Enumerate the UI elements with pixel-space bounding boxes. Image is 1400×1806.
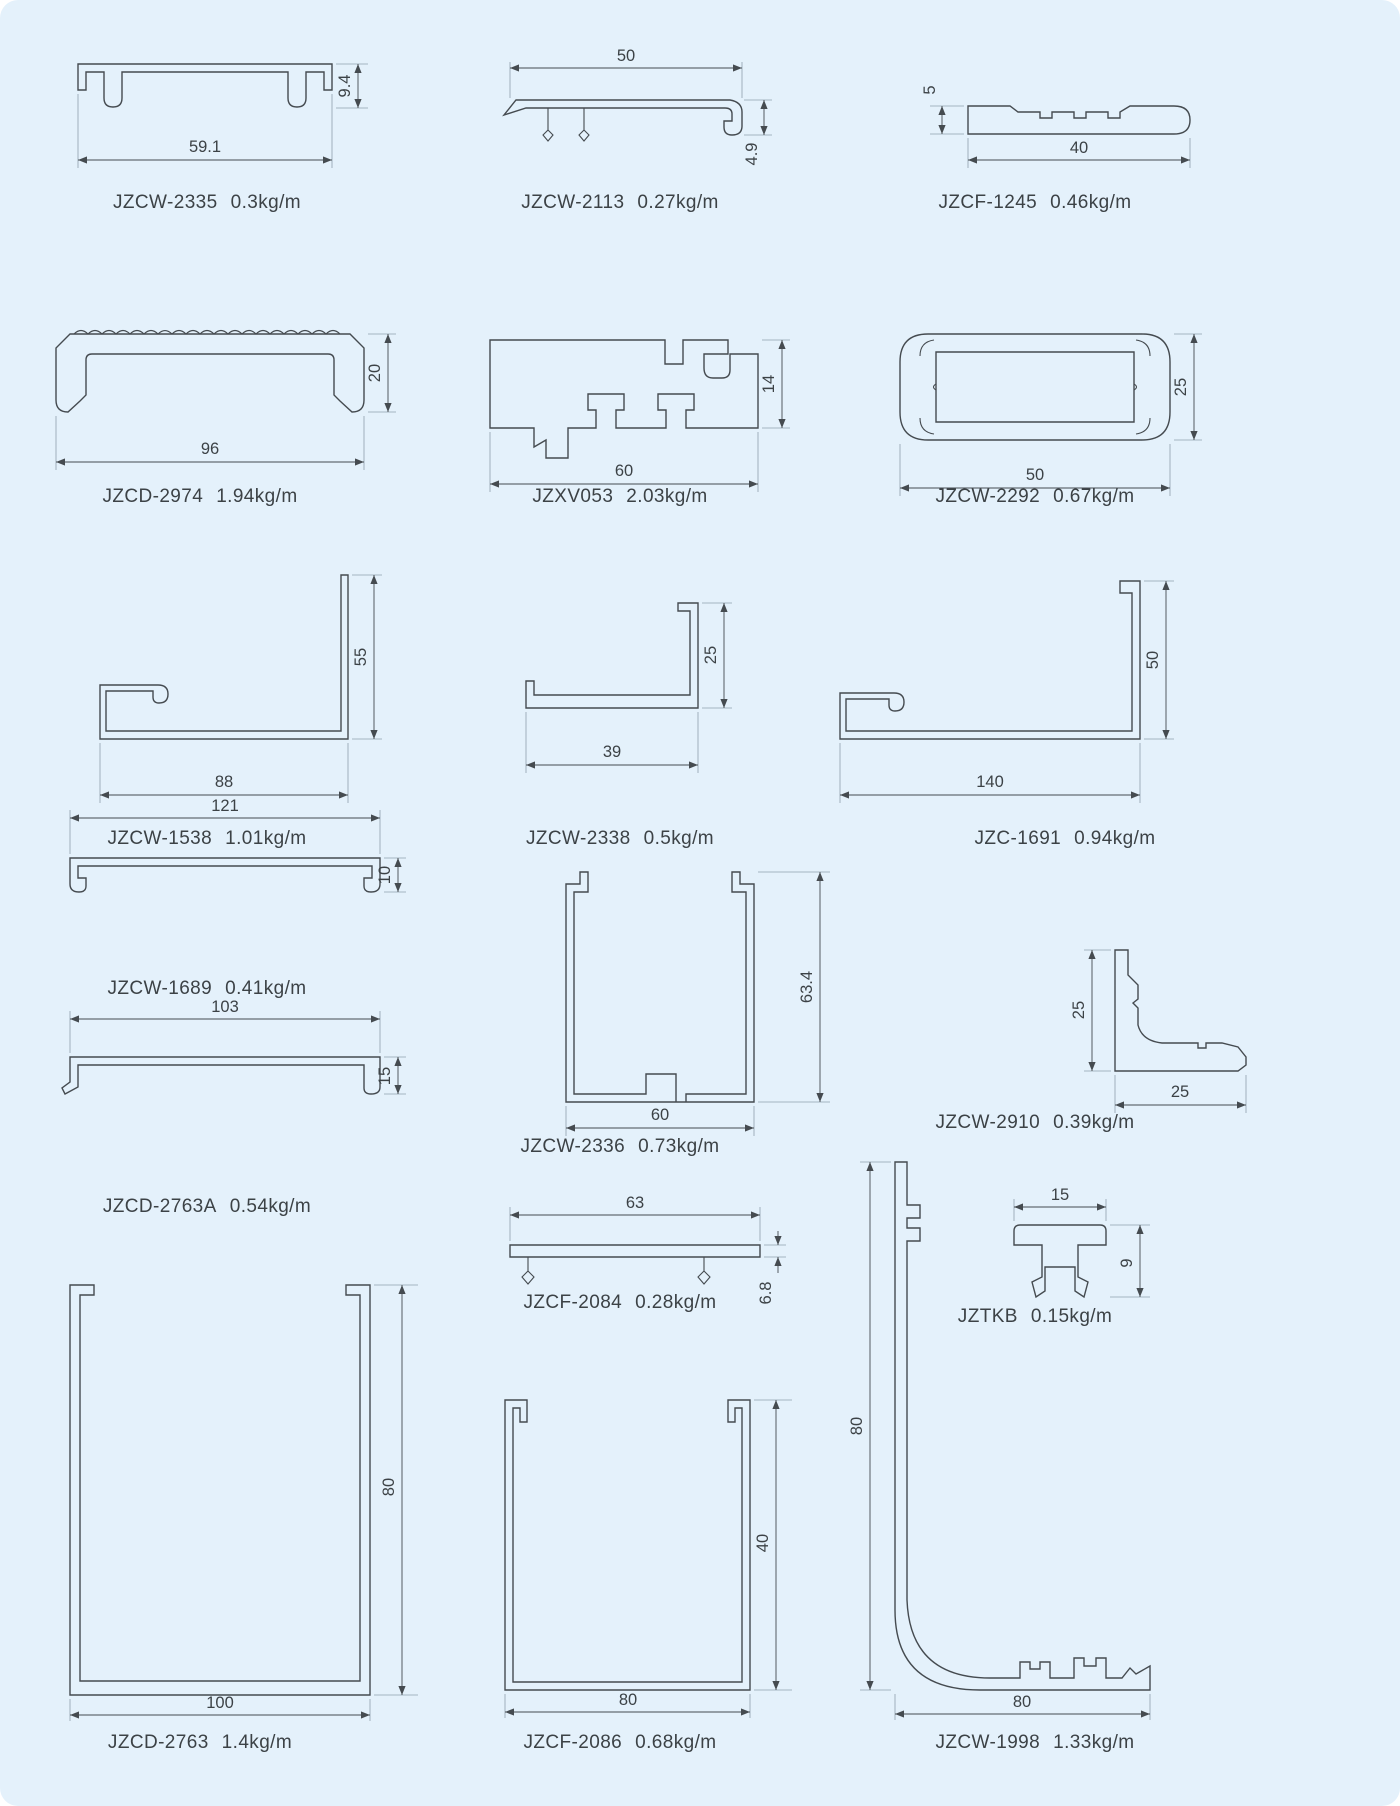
profile-code: JZCD-2763A [102, 1196, 217, 1217]
drawing-jzcw-2338 [500, 545, 760, 835]
dim-label: 15 [376, 1066, 394, 1086]
profile-code: JZCF-2084 [523, 1292, 623, 1313]
drawing-jzcf-2086 [480, 1360, 800, 1750]
dim-label: 40 [754, 1533, 772, 1553]
profile-code: JZCW-1689 [107, 978, 213, 999]
profile-weight: 0.3kg/m [230, 192, 302, 213]
drawing-jzcd-2763 [50, 1225, 430, 1730]
profile-caption [103, 1196, 311, 1218]
dim-label: 103 [211, 998, 239, 1016]
drawing-jzxv053 [470, 300, 800, 505]
profile-code: JZCW-2336 [520, 1136, 626, 1157]
dim-label: 63.4 [798, 970, 816, 1004]
profile-weight: 0.28kg/m [635, 1292, 717, 1313]
profile-code: JZCW-2910 [935, 1112, 1041, 1133]
drawing-jzcw-1689 [50, 780, 410, 965]
dim-label: 80 [618, 1691, 638, 1709]
profile-weight: 1.33kg/m [1053, 1732, 1135, 1753]
dim-label: 25 [702, 645, 720, 665]
dim-label: 50 [1025, 466, 1045, 484]
dim-label: 59.1 [188, 138, 222, 156]
dim-label: 14 [760, 374, 778, 394]
profile-weight: 1.94kg/m [216, 486, 298, 507]
profile-code: JZXV053 [532, 486, 614, 507]
dim-label: 100 [206, 1694, 234, 1712]
profile-weight: 0.73kg/m [638, 1136, 720, 1157]
profile-caption [532, 486, 707, 508]
dim-label: 50 [616, 47, 636, 65]
profile-weight: 0.67kg/m [1053, 486, 1135, 507]
dim-label: 80 [380, 1477, 398, 1497]
drawing-jzcf-1245 [890, 42, 1220, 182]
dim-label: 4.9 [743, 142, 761, 166]
drawing-jzcw-2910 [1000, 895, 1280, 1125]
drawing-jzcd-2974 [40, 300, 400, 505]
dim-label: 25 [1070, 1000, 1088, 1020]
profile-caption [524, 1732, 717, 1754]
profile-caption [936, 486, 1135, 508]
profile-caption [113, 192, 301, 214]
profile-code: JZCW-2338 [525, 828, 631, 849]
profile-caption [526, 828, 714, 850]
dim-label: 96 [200, 440, 220, 458]
profile-code: JZCW-1998 [935, 1732, 1041, 1753]
dim-label: 60 [650, 1106, 670, 1124]
profile-code: JZCW-2113 [521, 192, 625, 213]
profile-code: JZCD-2974 [102, 486, 204, 507]
profile-code: JZCW-2335 [112, 192, 218, 213]
profile-weight: 0.15kg/m [1030, 1306, 1113, 1327]
dim-label: 140 [976, 773, 1004, 791]
dim-label: 39 [602, 743, 622, 761]
drawing-jzcw-2292 [880, 300, 1210, 505]
drawing-jzcd-2763a [50, 985, 410, 1185]
profile-code: JZC-1691 [974, 828, 1062, 849]
dim-label: 63 [625, 1194, 645, 1212]
dim-label: 60 [614, 462, 634, 480]
dim-label: 25 [1170, 1083, 1190, 1101]
profile-caption [108, 1732, 292, 1754]
dim-label: 15 [1050, 1186, 1070, 1204]
profile-weight: 0.5kg/m [643, 828, 715, 849]
profile-code: JZTKB [957, 1306, 1018, 1327]
profile-caption [939, 192, 1132, 214]
dim-label: 9 [1118, 1258, 1136, 1268]
profile-caption [975, 828, 1156, 850]
profile-weight: 1.01kg/m [225, 828, 307, 849]
profile-weight: 0.41kg/m [225, 978, 307, 999]
dim-label: 80 [848, 1416, 866, 1436]
profile-caption [102, 486, 297, 508]
drawing-jzcf-2084 [490, 1185, 790, 1350]
drawing-jzc-1691 [810, 545, 1190, 835]
profile-code: JZCD-2763 [107, 1732, 209, 1753]
dim-label: 50 [1144, 650, 1162, 670]
profile-caption [521, 1136, 720, 1158]
dim-label: 88 [214, 773, 234, 791]
profile-caption [936, 1112, 1135, 1134]
dim-label: 9.4 [336, 74, 354, 98]
dim-label: 5 [921, 85, 939, 95]
profile-weight: 0.39kg/m [1053, 1112, 1135, 1133]
drawing-jzcw-2113 [480, 42, 780, 182]
dim-label: 40 [1069, 139, 1089, 157]
dim-label: 121 [211, 797, 239, 815]
dim-label: 6.8 [757, 1281, 775, 1305]
drawing-jzcw-2335 [60, 48, 380, 198]
drawing-jzcw-1998 [840, 1150, 1180, 1758]
profile-caption [524, 1292, 717, 1314]
profile-code: JZCF-1245 [938, 192, 1038, 213]
profile-weight: 0.27kg/m [637, 192, 719, 213]
profile-weight: 0.94kg/m [1074, 828, 1156, 849]
profile-weight: 2.03kg/m [626, 486, 708, 507]
profile-code: JZCF-2086 [523, 1732, 623, 1753]
dim-label: 80 [1012, 1693, 1032, 1711]
profile-weight: 0.46kg/m [1050, 192, 1132, 213]
dim-label: 55 [352, 647, 370, 667]
profile-code: JZCW-1538 [107, 828, 213, 849]
profile-weight: 0.68kg/m [635, 1732, 717, 1753]
profile-caption [521, 192, 719, 214]
profile-weight: 0.54kg/m [229, 1196, 312, 1217]
dim-label: 25 [1172, 377, 1190, 397]
profile-weight: 1.4kg/m [221, 1732, 293, 1753]
dim-label: 10 [376, 865, 394, 885]
profile-code: JZCW-2292 [935, 486, 1041, 507]
profile-caption [936, 1732, 1135, 1754]
drawing-jzcw-2336 [490, 850, 850, 1150]
dim-label: 20 [366, 363, 384, 383]
